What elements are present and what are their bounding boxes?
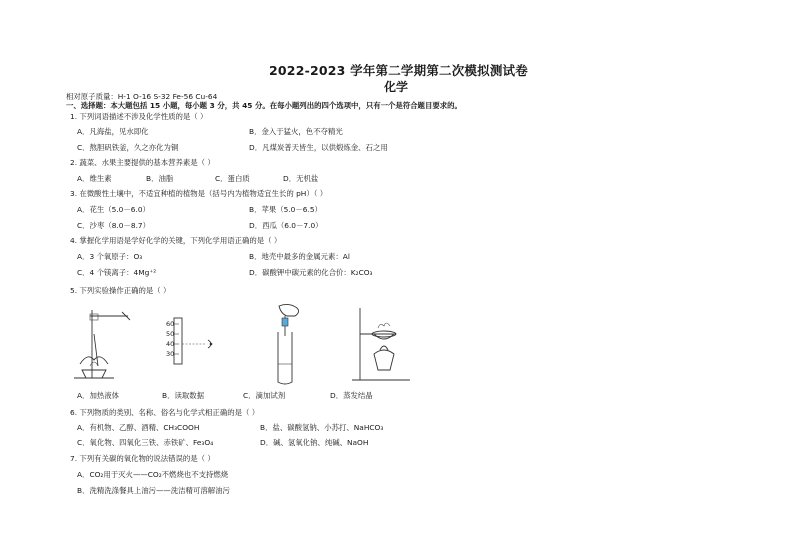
question-3-option-c: C．沙枣（8.0－8.7） bbox=[77, 221, 151, 230]
question-2-option-c: C．蛋白质 bbox=[215, 174, 250, 183]
question-2-option-b: B．油脂 bbox=[146, 174, 174, 183]
question-6-stem: 6. 下列物质的类别、名称、俗名与化学式相正确的是（ ） bbox=[70, 408, 260, 417]
question-5-option-d: D．蒸发结晶 bbox=[330, 391, 373, 400]
question-3-option-a: A．花生（5.0－6.0） bbox=[77, 205, 150, 214]
question-3-stem: 3. 在微酸性土壤中，不适宜种植的植物是（括号内为植物适宜生长的 pH）（ ） bbox=[70, 189, 328, 198]
scale-label-30: 30 bbox=[166, 350, 175, 358]
question-5-stem: 5. 下列实验操作正确的是（ ） bbox=[70, 286, 171, 295]
question-3-option-d: D．西瓜（6.0－7.0） bbox=[249, 221, 323, 230]
subject-title: 化学 bbox=[384, 80, 409, 94]
heating-liquid-figure bbox=[70, 306, 146, 382]
question-1-option-a: A．凡海盐，见水即化 bbox=[77, 127, 149, 136]
question-6-option-c: C．氧化物、四氧化三铁、赤铁矿、Fe₃O₄ bbox=[77, 438, 214, 447]
question-4-option-c: C．4 个镁离子：4Mg⁺² bbox=[77, 268, 157, 277]
question-4-option-d: D．碳酸钾中碳元素的化合价：K₂CO₃ bbox=[249, 268, 373, 277]
atomic-masses: 相对原子质量：H-1 O-16 S-32 Fe-56 Cu-64 bbox=[66, 92, 218, 101]
question-1-option-d: D．凡煤炭普天皆生，以供煅炼金、石之用 bbox=[249, 143, 388, 152]
question-1-option-c: C．熬胆矾铁釜，久之亦化为铜 bbox=[77, 143, 179, 152]
question-1-option-b: B．金入于猛火，色不夺精光 bbox=[249, 127, 343, 136]
question-2-stem: 2. 蔬菜、水果主要提供的基本营养素是（ ） bbox=[70, 158, 215, 167]
question-7-option-b: B．洗精洗涤餐具上油污——洗洁精可溶解油污 bbox=[77, 486, 230, 495]
question-5-option-a: A．加热液体 bbox=[77, 391, 120, 400]
question-1-stem: 1. 下列词语描述不涉及化学性质的是（ ） bbox=[70, 112, 208, 121]
scale-label-60: 60 bbox=[166, 320, 175, 328]
question-6-option-a: A．有机物、乙醇、酒精、CH₃COOH bbox=[77, 423, 200, 432]
question-7-stem: 7. 下列有关碳的氧化物的说法错误的是（ ） bbox=[70, 454, 215, 463]
question-5-option-c: C．滴加试剂 bbox=[243, 391, 286, 400]
question-4-option-b: B．地壳中最多的金属元素：Al bbox=[249, 252, 350, 261]
question-2-option-a: A．维生素 bbox=[77, 174, 112, 183]
evaporation-figure bbox=[350, 304, 420, 384]
exam-title: 2022-2023 学年第二学期第二次模拟测试卷 bbox=[269, 63, 528, 78]
scale-label-40: 40 bbox=[166, 340, 175, 348]
question-7-option-a: A．CO₂用于灭火——CO₂不燃烧也不支持燃烧 bbox=[77, 470, 229, 479]
question-6-option-b: B．盐、碳酸氢钠、小苏打、NaHCO₃ bbox=[260, 423, 384, 432]
question-2-option-d: D．无机盐 bbox=[283, 174, 319, 183]
section-1-heading: 一、选择题：本大题包括 15 小题，每小题 3 分，共 45 分。在每小题列出的四个选项中，只有一个是符合题目要求的。 bbox=[66, 101, 462, 110]
scale-label-50: 50 bbox=[166, 330, 175, 338]
question-3-option-b: B．苹果（5.0－6.5） bbox=[249, 205, 322, 214]
question-6-option-d: D．碱、氢氧化钠、纯碱、NaOH bbox=[260, 438, 369, 447]
dropper-figure bbox=[265, 302, 305, 386]
question-5-option-b: B．读取数据 bbox=[162, 391, 205, 400]
question-4-stem: 4. 掌握化学用语是学好化学的关键，下列化学用语正确的是（ ） bbox=[70, 236, 282, 245]
question-4-option-a: A．3 个氧原子：O₃ bbox=[77, 252, 143, 261]
